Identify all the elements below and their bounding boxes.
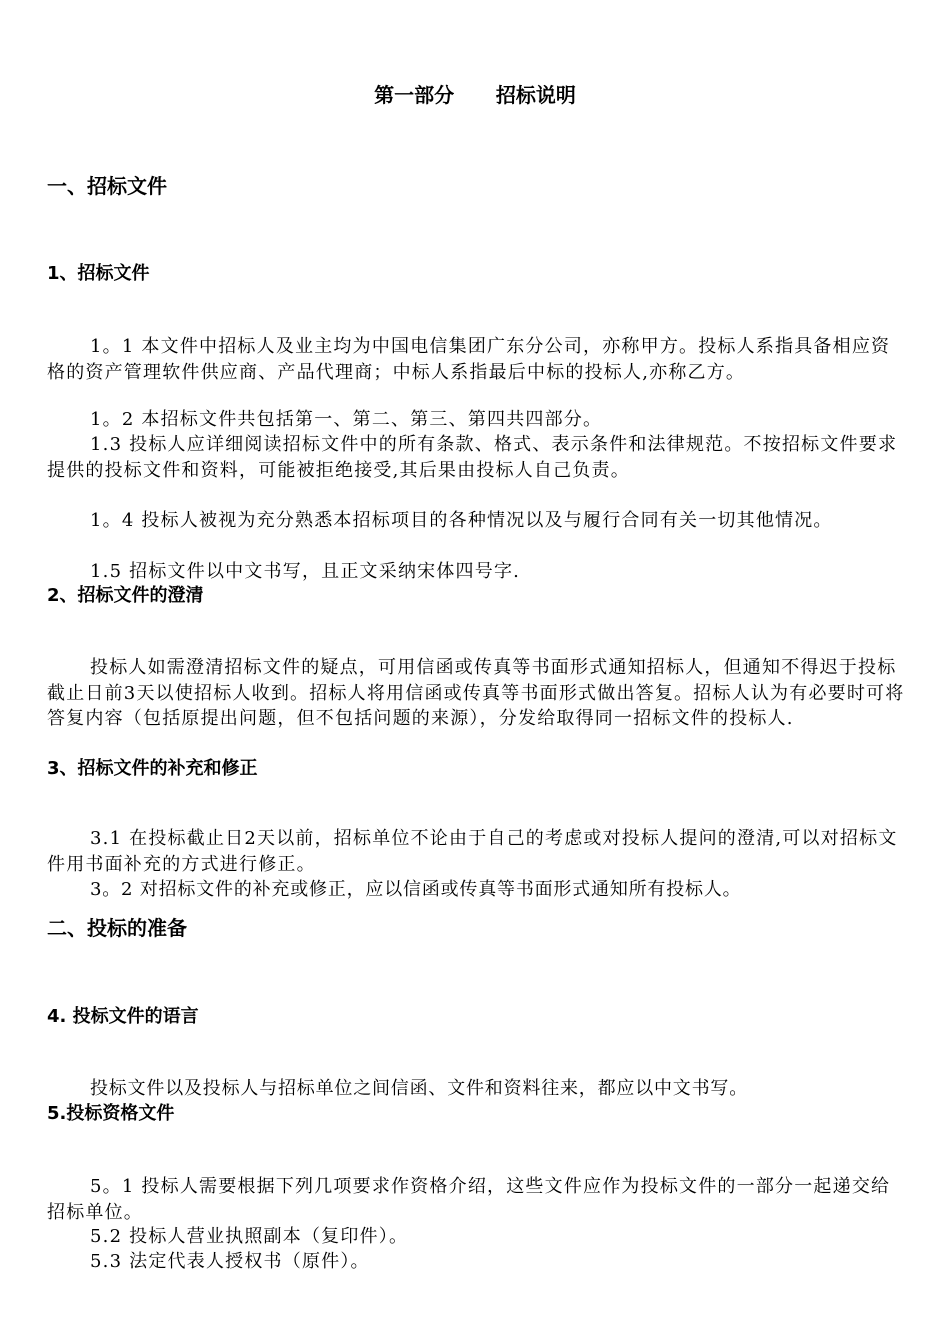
subsection-heading-2: 2、招标文件的澄清	[47, 585, 204, 606]
paragraph-1-5: 1.5 招标文件以中文书写，且正文采纳宋体四号字.	[90, 561, 521, 582]
section-heading-bid-documents: 一、招标文件	[47, 174, 167, 198]
paragraph-5-2: 5.2 投标人营业执照副本（复印件）。	[90, 1226, 409, 1247]
paragraph-1-3: 1.3 投标人应详细阅读招标文件中的所有条款、格式、表示条件和法律规范。不按招标文件要求提供的投标文件和资料，可能被拒绝接受,其后果由投标人自己负责。	[47, 434, 898, 481]
section-heading-bid-preparation: 二、投标的准备	[47, 916, 187, 940]
paragraph-5-1: 5。1 投标人需要根据下列几项要求作资格介绍，这些文件应作为投标文件的一部分一起递交给招标单位。	[47, 1176, 891, 1223]
paragraph-5-3: 5.3 法定代表人授权书（原件）。	[90, 1251, 370, 1272]
paragraph-1-4: 1。4 投标人被视为充分熟悉本招标项目的各种情况以及与履行合同有关一切其他情况。	[90, 510, 833, 531]
paragraph-4: 投标文件以及投标人与招标单位之间信函、文件和资料往来，都应以中文书写。	[90, 1078, 748, 1099]
paragraph-1-2: 1。2 本招标文件共包括第一、第二、第三、第四共四部分。	[90, 409, 603, 430]
paragraph-2: 投标人如需澄清招标文件的疑点，可用信函或传真等书面形式通知招标人，但通知不得迟于投标截止日前3天以使招标人收到。招标人将用信函或传真等书面形式做出答复。招标人认为有必要时可将答复内容（包括原提出问题，但不包括问题的来源），分发给取得同一招标文件的投标人.	[47, 657, 905, 729]
subsection-heading-4: 4. 投标文件的语言	[47, 1006, 199, 1027]
paragraph-1-1: 1。1 本文件中招标人及业主均为中国电信集团广东分公司，亦称甲方。投标人系指具备相应资格的资产管理软件供应商、产品代理商；中标人系指最后中标的投标人,亦称乙方。	[47, 336, 891, 383]
paragraph-3-2: 3。2 对招标文件的补充或修正，应以信函或传真等书面形式通知所有投标人。	[90, 879, 742, 900]
paragraph-3-1: 3.1 在投标截止日2天以前，招标单位不论由于自己的考虑或对投标人提问的澄清,可以对招标文件用书面补充的方式进行修正。	[47, 828, 898, 875]
page-title: 第一部分 招标说明	[374, 83, 576, 107]
subsection-heading-1: 1、招标文件	[47, 263, 150, 284]
subsection-heading-3: 3、招标文件的补充和修正	[47, 758, 258, 779]
subsection-heading-5: 5.投标资格文件	[47, 1103, 175, 1124]
